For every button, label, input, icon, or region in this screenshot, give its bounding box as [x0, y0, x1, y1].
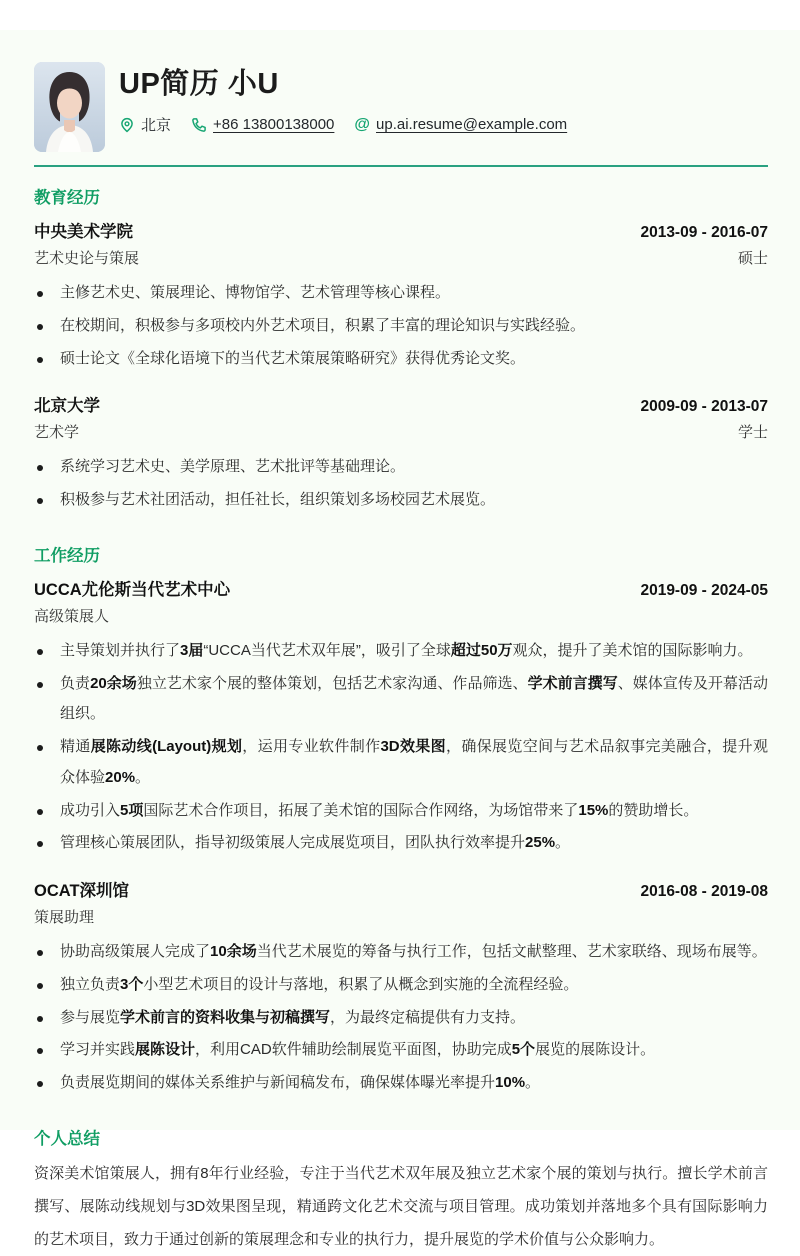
major: 艺术学: [34, 424, 80, 442]
education-entry: [34, 218, 768, 374]
entry-subhead: [34, 247, 768, 268]
job-role: 策展助理: [34, 909, 95, 926]
location-text: 北京: [141, 117, 172, 135]
contact-email: [354, 116, 567, 133]
section-education: [34, 184, 768, 516]
entry-date: 2019-09 - 2024-05: [640, 581, 768, 599]
profile-photo: [34, 62, 105, 152]
company-name: OCAT深圳馆: [34, 882, 130, 900]
header-divider: [34, 165, 768, 167]
bullet-item: 精通展陈动线(Layout)规划，运用专业软件制作3D效果图，确保展览空间与艺术品叙事完美融合，提升观众体验20%。: [34, 732, 768, 794]
resume-sheet: [0, 30, 800, 1248]
company-name: UCCA尤伦斯当代艺术中心: [34, 580, 231, 599]
entry-date: 2009-09 - 2013-07: [640, 398, 768, 416]
bullet-list: [34, 636, 768, 859]
bullet-item: 硕士论文《全球化语境下的当代艺术策展策略研究》获得优秀论文奖。: [34, 344, 768, 375]
candidate-name: UP简历 小U: [119, 68, 279, 100]
bullet-item: 主修艺术史、策展理论、博物馆学、艺术管理等核心课程。: [34, 278, 768, 309]
section-summary: [34, 1125, 768, 1256]
entry-date: 2013-09 - 2016-07: [640, 224, 768, 241]
map-pin-icon: [119, 117, 135, 133]
bullet-item: 协助高级策展人完成了10余场当代艺术展览的筹备与执行工作，包括文献整理、艺术家联络、现场布展等。: [34, 937, 768, 968]
entry-head: [34, 392, 768, 416]
contact-row: [119, 114, 567, 135]
at-icon: @: [354, 115, 371, 133]
phone-icon: [191, 117, 207, 133]
section-title-work: 工作经历: [34, 546, 100, 565]
bullet-list: [34, 452, 768, 516]
bullet-item: 在校期间，积极参与多项校内外艺术项目，积累了丰富的理论知识与实践经验。: [34, 311, 768, 342]
phone-link[interactable]: +86 13800138000: [213, 116, 335, 134]
section-work: [34, 542, 768, 1099]
degree: 硕士: [737, 250, 768, 267]
bullet-item: 主导策划并执行了3届“UCCA当代艺术双年展”，吸引了全球超过50万观众，提升了美术馆的国际影响力。: [34, 636, 768, 667]
bullet-item: 负责20余场独立艺术家个展的整体策划，包括艺术家沟通、作品筛选、学术前言撰写、媒体宣传及开幕活动组织。: [34, 669, 768, 731]
entry-subhead: [34, 605, 768, 626]
bullet-item: 管理核心策展团队，指导初级策展人完成展览项目，团队执行效率提升25%。: [34, 828, 768, 859]
identity-block: [119, 62, 567, 152]
school-name: 北京大学: [34, 397, 100, 416]
entry-date: 2016-08 - 2019-08: [640, 883, 768, 900]
entry-head: [34, 218, 768, 242]
email-link[interactable]: up.ai.resume@example.com: [376, 116, 568, 134]
contact-location: [119, 114, 171, 135]
school-name: 中央美术学院: [34, 223, 133, 241]
contact-phone: [191, 116, 334, 133]
bullet-list: [34, 937, 768, 1099]
bullet-item: 负责展览期间的媒体关系维护与新闻稿发布，确保媒体曝光率提升10%。: [34, 1068, 768, 1099]
entry-head: [34, 877, 768, 901]
summary-text: 资深美术馆策展人，拥有8年行业经验，专注于当代艺术双年展及独立艺术家个展的策划与执行。擅长学术前言撰写、展陈动线规划与3D效果图呈现，精通跨文化艺术交流与项目管理。成功策划并落地多个具有国际影响力的艺术项目，致力于通过创新的策展理念和专业的执行力，提升展览的学术价值与公众影响力。: [34, 1164, 768, 1248]
bullet-item: 系统学习艺术史、美学原理、艺术批评等基础理论。: [34, 452, 768, 483]
job-role: 高级策展人: [34, 607, 110, 625]
entry-head: [34, 576, 768, 600]
bullet-item: 积极参与艺术社团活动，担任社长，组织策划多场校园艺术展览。: [34, 485, 768, 516]
section-title-education: 教育经历: [34, 189, 100, 207]
bullet-item: 参与展览学术前言的资料收集与初稿撰写，为最终定稿提供有力支持。: [34, 1003, 768, 1034]
bullet-list: [34, 278, 768, 374]
major: 艺术史论与策展: [34, 250, 140, 267]
bullet-item: 学习并实践展陈设计，利用CAD软件辅助绘制展览平面图，协助完成5个展览的展陈设计。: [34, 1035, 768, 1066]
work-entry: [34, 576, 768, 859]
resume-header: [34, 62, 768, 152]
bullet-item: 独立负责3个小型艺术项目的设计与落地，积累了从概念到实施的全流程经验。: [34, 970, 768, 1001]
work-entry: [34, 877, 768, 1099]
entry-subhead: [34, 421, 768, 442]
degree: 学士: [737, 424, 768, 442]
entry-subhead: [34, 906, 768, 927]
section-title-summary: 个人总结: [34, 1129, 100, 1148]
profile-photo-illustration: [34, 62, 105, 152]
education-entry: [34, 392, 768, 516]
bullet-item: 成功引入5项国际艺术合作项目，拓展了美术馆的国际合作网络，为场馆带来了15%的赞助增长。: [34, 796, 768, 827]
